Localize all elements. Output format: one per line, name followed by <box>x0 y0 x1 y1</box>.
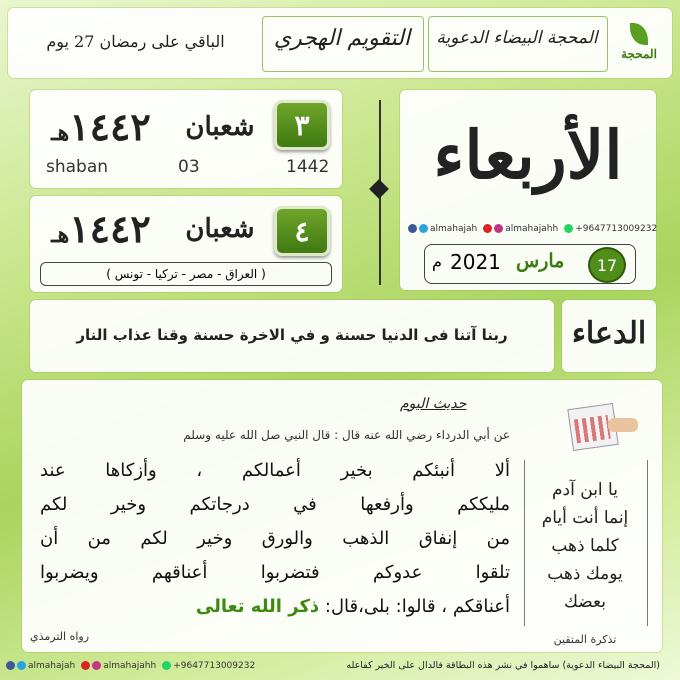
whatsapp-icon <box>564 224 573 233</box>
hadith-line-5-text: أعناقكم ، قالوا: بلى،قال: <box>324 596 510 617</box>
hijri-2-year-value: ١٤٤٢ <box>69 206 151 251</box>
hadith-line-5 <box>40 596 510 617</box>
social-top-handle2: almahajah <box>408 224 477 234</box>
wisdom-line-1: يا ابن آدم <box>552 480 618 500</box>
hijri-1-day: ٣ <box>294 108 310 142</box>
social-footer-phone: +9647713009232 <box>162 661 255 671</box>
hadith-line-4: تلقوا عدوكم فتضربوا أعناقهم ويضربوا <box>40 562 510 583</box>
facebook-icon <box>6 661 15 670</box>
hadith-intro: عن أبي الدرداء رضي الله عنه قال : قال النبي صل الله عليه وسلم <box>183 428 510 442</box>
wisdom-line-5: بعضك <box>563 592 606 612</box>
dua-title: الدعاء <box>571 316 647 351</box>
weekday-text: الأربعاء <box>433 116 623 194</box>
dua-text: ربنا آتنا فى الدنيا حسنة و في الاخرة حسنة وقنا عذاب النار <box>76 326 508 344</box>
social-footer-handle1: almahajahh <box>81 661 156 671</box>
hadith-highlight: ذكر الله تعالى <box>195 596 320 617</box>
gregorian-year: 2021 <box>450 250 501 274</box>
hijri-1-latin-day: 03 <box>178 157 200 177</box>
hijri-1-month: شعبان <box>185 112 255 142</box>
hadith-line-3: من إنفاق الذهب والورق وخير لكم من أن <box>40 528 510 549</box>
hand-icon <box>608 418 638 432</box>
social-top <box>408 224 657 234</box>
youtube-icon <box>483 224 492 233</box>
logo <box>612 14 666 70</box>
logo-leaf-icon <box>630 23 648 45</box>
hijri-2-day-badge <box>274 206 330 256</box>
social-footer-handle2: almahajah <box>6 661 75 671</box>
wisdom-line-4: يومك ذهب <box>547 564 623 584</box>
vertical-ornament <box>378 100 382 285</box>
hadith-title: حديث اليوم <box>400 396 467 412</box>
hijri-1-year-value: ١٤٤٢ <box>69 104 151 149</box>
wisdom-line-3: كلما ذهب <box>551 536 619 556</box>
footer-share-note: (المحجة البيضاء الدعوية) ساهموا في نشر هذه البطاقة فالدال على الخير كفاعله <box>346 660 660 671</box>
wisdom-line-2: إنما أنت أيام <box>541 508 629 528</box>
facebook-icon <box>408 224 417 233</box>
hijri-2-day: ٤ <box>294 214 310 248</box>
whatsapp-icon <box>162 661 171 670</box>
hijri-2-countries: ( العراق - مصر - تركيا - تونس ) <box>106 267 266 281</box>
social-top-handle1: almahajahh <box>483 224 558 234</box>
hijri-2-year <box>36 206 166 251</box>
brand-title: المحجة البيضاء الدعوية <box>436 28 598 48</box>
hijri-2-month: شعبان <box>185 214 255 244</box>
logo-text: المحجة <box>621 47 657 61</box>
hadith-source: رواه الترمذي <box>30 630 90 643</box>
gregorian-day-badge <box>588 247 626 283</box>
gregorian-suffix: م <box>432 252 442 271</box>
days-left-text: الباقي على رمضان 27 يوم <box>46 32 225 51</box>
instagram-icon <box>494 224 503 233</box>
calendar-illustration <box>560 392 640 454</box>
hijri-calendar-title: التقويم الهجري <box>273 26 411 51</box>
hijri-1-day-badge <box>274 100 330 150</box>
telegram-icon <box>17 661 26 670</box>
hijri-2-countries-box <box>40 262 332 286</box>
ornament-diamond-icon <box>369 179 389 199</box>
social-top-phone: +9647713009232 <box>564 224 657 234</box>
hijri-1-year <box>36 104 166 149</box>
hadith-line-1: ألا أنبئكم بخير أعمالكم ، وأزكاها عند <box>40 460 510 481</box>
telegram-icon <box>419 224 428 233</box>
hijri-2-suffix: هـ <box>51 222 70 248</box>
hijri-1-latin-year: 1442 <box>286 157 330 177</box>
wisdom-caption: تذكرة المتقين <box>553 633 617 646</box>
youtube-icon <box>81 661 90 670</box>
hijri-1-suffix: هـ <box>51 120 70 146</box>
gregorian-day: 17 <box>596 255 618 275</box>
social-footer <box>6 661 255 671</box>
instagram-icon <box>92 661 101 670</box>
calendar-grid <box>574 415 611 443</box>
hijri-1-latin-month: shaban <box>46 157 109 177</box>
hadith-line-2: مليككم وأرفعها في درجاتكم وخير لكم <box>40 494 510 515</box>
gregorian-month: مارس <box>516 250 565 272</box>
